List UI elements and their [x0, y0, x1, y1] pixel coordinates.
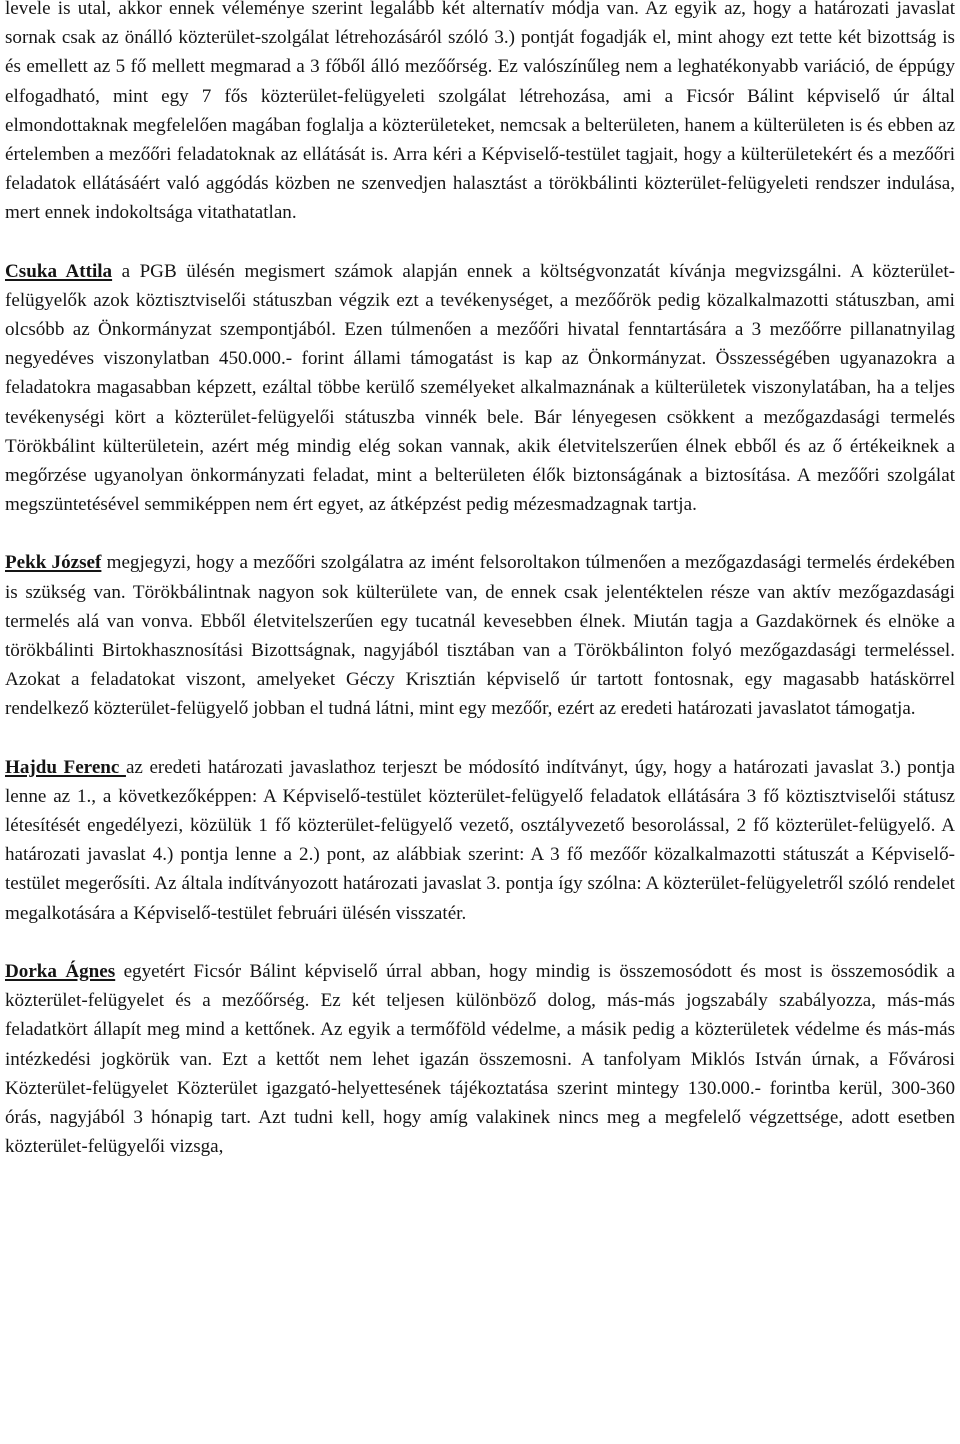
paragraph-pekk-jozsef — [5, 548, 955, 723]
paragraph-text: egyetért Ficsór Bálint képviselő úrral abban, hogy mindig is összemosódott és most is összemosódik a közterület-felügyelet és a mezőőrség. Ez két teljesen különböző dolog, más-más jogszabály szabályozza, más-más feladatkört állapít meg mind a kettőnek. Az egyik a termőföld védelme, a másik pedig a közterületek védelme és más-más intézkedési jogkörük van. Ezt a kettőt nem lehet igazán összemosni. A tanfolyam Miklós István úrnak, a Fővárosi Közterület-felügyelet Közterület igazgató-helyettesének tájékoztatása szerint mintegy 130.000.- forintba kerül, 300-360 órás, nagyjából 3 hónapig tart. Azt tudni kell, hogy amíg valakinek nincs meg a megfelelő végzettsége, adott esetben közterület-felügyelői vizsga, — [5, 960, 955, 1158]
paragraph-text: a PGB ülésén megismert számok alapján ennek a költségvonzatát kívánja megvizsgálni. A közterület-felügyelők azok köztisztviselői státuszban végzik ezt a tevékenységet, a mezőőrök pedig közalkalmazotti státuszban, ami olcsóbb az Önkormányzat szempontjából. Ezen túlmenően a mezőőri hivatal fenntartására a 3 mezőőrre pillanatnyilag negyedéves viszonylatban 450.000.- forint állami támogatást is kap az Önkormányzat. Összességében ugyanazokra a feladatokra magasabban képzett, ezáltal többe kerülő személyeket alkalmaznának a külterületek viszonylatában, ha a teljes tevékenységi kört a közterület-felügyelői státuszba vinnék bele. Bár lényegesen csökkent a mezőgazdasági termelés Törökbálint külterületein, azért még mindig elég sokan vannak, akik életvitelszerűen élnek ebből és az ő értékeiknek a megőrzése ugyanolyan önkormányzati feladat, mint a belterületen élők biztonságának a biztosítása. A mezőőri szolgálat megszüntetésével semmiképpen nem ért egyet, az átképzést pedig mézesmadzagnak tartja. — [5, 260, 955, 516]
paragraph-gap — [5, 928, 955, 957]
paragraph-hajdu-ferenc — [5, 753, 955, 928]
paragraph-gap — [5, 228, 955, 257]
paragraph-csuka-attila — [5, 257, 955, 520]
speaker-name: Pekk József — [5, 552, 102, 574]
paragraph-gap — [5, 519, 955, 548]
paragraph-text: levele is utal, akkor ennek véleménye szerint legalább két alternatív módja van. Az egyik az, hogy a határozati javaslat sornak csak az önálló közterület-szolgálat létrehozásáról szóló 3.) pontját fogadják el, mint ahogy ezt tette két bizottság is és emellett az 5 fő mellett megmarad a 3 főből álló mezőőrség. Ez valószínűleg nem a leghatékonyabb variáció, de éppúgy elfogadható, mint egy 7 fős közterület-felügyeleti szolgálat létrehozása, ami a Ficsór Bálint képviselő úr által elmondottaknak megfelelően magában foglalja a közterületeket, nemcsak a belterületen, hanem a külterületen is és ebben az értelemben a mezőőri feladatoknak az ellátását is. Arra kéri a Képviselő-testület tagjait, hogy a külterületekért és a mezőőri feladatok ellátásáért való aggódás közben ne szenvedjen halasztást a törökbálinti közterület-felügyeleti rendszer indulása, mert ennek indokoltsága vitathatatlan. — [5, 0, 955, 224]
paragraph-gap — [5, 724, 955, 753]
paragraph-text: az eredeti határozati javaslathoz terjeszt be módosító indítványt, úgy, hogy a határozati javaslat 3.) pontja lenne az 1., a következőképpen: A Képviselő-testület közterület-felügyelő feladatok ellátására 3 fő köztisztviselői státusz létesítését engedélyezi, közülük 1 fő közterület-felügyelő vezető, osztályvezető besorolással, 2 fő közterület-felügyelő. A határozati javaslat 4.) pontja lenne a 2.) pont, az alábbiak szerint: A 3 fő mezőőr közalkalmazotti státuszát a Képviselő-testület megerősíti. Az általa indítványozott határozati javaslat 3. pontja így szólna: A közterület-felügyeletről szóló rendelet megalkotására a Képviselő-testület februári ülésén visszatér. — [5, 756, 955, 924]
paragraph-text: megjegyzi, hogy a mezőőri szolgálatra az imént felsoroltakon túlmenően a mezőgazdasági termelés érdekében is szükség van. Törökbálintnak nagyon sok külterülete van, de ennek csak jelentéktelen része van aktív mezőgazdasági termelés alá van vonva. Ebből életvitelszerűen egy tucatnál kevesebben élnek. Miután tagja a Gazdakörnek és elnöke a törökbálinti Birtokhasznosítási Bizottságnak, nagyjából tisztában van a Törökbálinton folyó mezőgazdasági termeléssel. Azokat a feladatokat viszont, amelyeket Géczy Krisztián képviselő úr tartott fontosnak, egy magasabb hatáskörrel rendelkező közterület-felügyelő jobban el tudná látni, mint egy mezőőr, ezért az eredeti határozati javaslatot támogatja. — [5, 552, 956, 720]
speaker-name: Csuka Attila — [5, 260, 113, 282]
speaker-name: Dorka Ágnes — [5, 960, 116, 982]
paragraph-dorka-agnes — [5, 957, 955, 1161]
speaker-name: Hajdu Ferenc — [5, 756, 126, 778]
paragraph-continuation — [5, 0, 955, 228]
